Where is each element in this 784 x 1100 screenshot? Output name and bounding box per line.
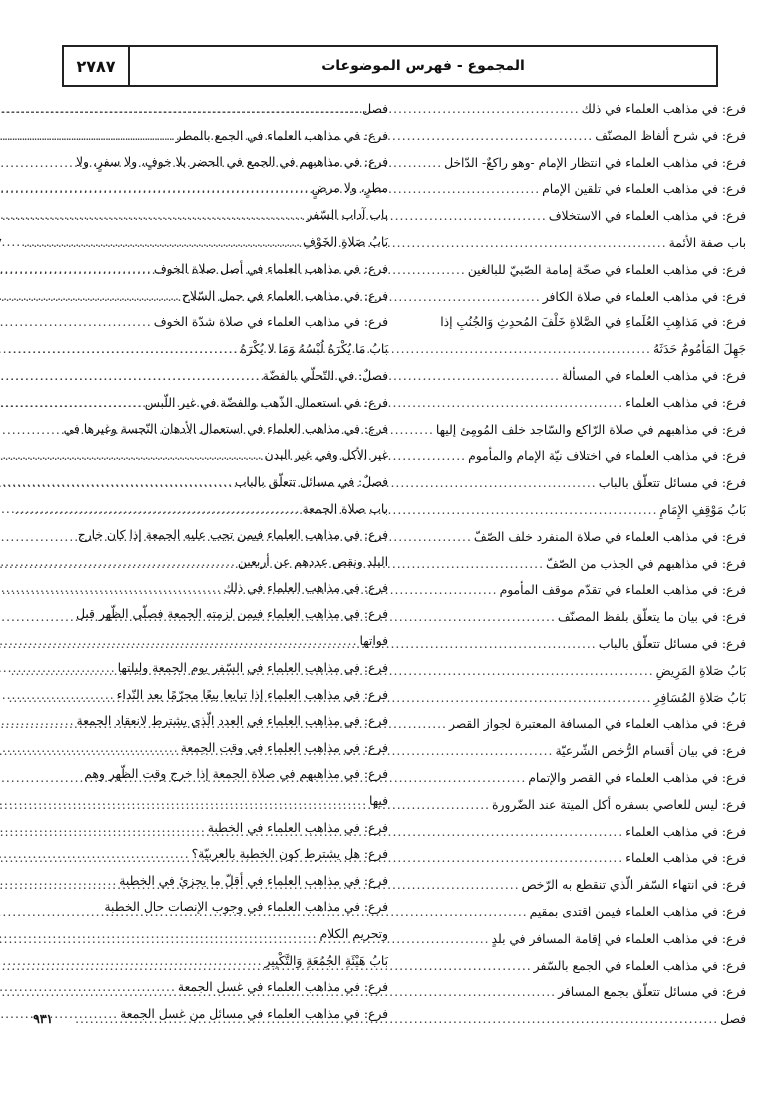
dot-leader xyxy=(0,736,181,762)
index-entry xyxy=(408,203,746,230)
entry-title: فرع: في مذاهب العلماء في ذلك xyxy=(223,581,388,596)
entry-title: فرع: في مذاهب العلماء في الجمع بالمطر xyxy=(175,128,388,143)
entry-title: فرع: في مذاهب العلماء في الجمع بالسّفر xyxy=(533,958,746,973)
index-entry xyxy=(50,735,388,762)
entry-title: فرع: في استعمال الذّهب والفضّة في غير اللّبس xyxy=(144,395,388,410)
entry-title: البلد ونقص عددهم عن أربعين xyxy=(237,554,388,569)
entry-title: فصلٌ: في التّحلّي بالفضّة xyxy=(262,368,388,383)
dot-leader xyxy=(0,284,182,310)
index-entry xyxy=(50,309,388,336)
entry-title: فرع: في مَذاهِبِ العُلَماءِ في الصَّلاةِ خَلْفَ المُحدِثِ وَالجُنُبِ إذا xyxy=(440,315,746,330)
index-entry xyxy=(408,310,746,336)
index-entry xyxy=(408,551,746,578)
index-entry xyxy=(408,150,746,177)
entry-title: باب صفة الأئمة xyxy=(668,235,746,250)
entry-title: مطرٍ، ولا مرضٍ xyxy=(311,181,388,196)
dot-leader xyxy=(0,975,178,1001)
index-entry xyxy=(50,1001,388,1028)
entry-title: باب صلاة الجمعة xyxy=(302,501,388,516)
dot-leader xyxy=(0,364,263,390)
entry-title: بَابُ صَلاةِ المُسَافِرِ xyxy=(653,690,746,705)
dot-leader xyxy=(0,203,306,229)
dot-leader xyxy=(0,124,176,150)
entry-title: فرع: في مذاهب العلماء في تقدّم موقف المأموم xyxy=(499,583,746,598)
dot-leader xyxy=(0,443,264,469)
dot-leader xyxy=(0,869,119,895)
index-entry xyxy=(408,577,746,604)
entry-title: فرع: في مذاهب العلماء في ذلك xyxy=(581,102,746,116)
dot-leader xyxy=(0,1002,120,1028)
index-entry xyxy=(50,921,388,948)
index-entry xyxy=(408,604,746,631)
entry-title: فرع: في مذاهب العلماء في أصل صلاة الخوف xyxy=(153,261,388,276)
entry-title: فيها xyxy=(368,793,388,808)
entry-title: بَابُ صَلاةِ الخَوْفِ xyxy=(303,234,388,249)
entry-title: فرع: في مذاهب العلماء في انتظار الإمام -وهو راكعٌ- الدّاخل xyxy=(444,155,746,170)
entry-title: فرع: في مذاهب العلماء في صلاة شدّة الخوف xyxy=(153,315,388,330)
index-entry xyxy=(50,974,388,1001)
index-entry xyxy=(408,497,746,524)
entry-title: فرع: في مذاهب العلماء في مسائل من غسل الجمعة xyxy=(120,1007,388,1022)
dot-leader xyxy=(0,842,192,868)
entry-title: فرع: في مذاهب العلماء في تلقين الإمام xyxy=(542,182,746,197)
entry-title: فصل xyxy=(362,102,388,116)
index-entry xyxy=(50,948,388,975)
entry-title: فرع: في مذاهب العلماء xyxy=(625,395,746,410)
index-entry xyxy=(50,549,388,576)
index-entry xyxy=(50,442,388,469)
dot-leader xyxy=(0,922,319,948)
index-entry xyxy=(408,685,746,712)
index-entry xyxy=(408,417,746,444)
index-entry xyxy=(50,762,388,788)
entry-title: فرع: في بيان أقسام الرُّخص الشّرعيّة xyxy=(555,744,746,759)
page-header-frame xyxy=(62,45,718,87)
entry-title: فرع: في مذاهب العلماء في صلاة المنفرد خلف الصّفّ xyxy=(473,529,746,544)
entry-title: فرع: في مذاهب العلماء فيمن اقتدى بمقيم xyxy=(529,904,746,919)
entry-title: فصلٌ: في مسائل تتعلّق بالباب xyxy=(234,475,388,490)
index-entry xyxy=(50,788,388,815)
dot-leader xyxy=(0,949,264,975)
entry-title: فرع: في مذاهب العلماء في غسل الجمعة xyxy=(177,980,388,995)
index-entry xyxy=(408,363,746,390)
entry-title: فرع: في شرح ألفاظ المصنّف xyxy=(595,128,746,143)
entry-title: فرع: في مذاهب العلماء في استعمال الأدهان النّجسة وغيرها في xyxy=(63,421,388,436)
entry-title: فرع: في مذاهب العلماء في وجوب الإنصات حال الخطبة xyxy=(104,899,388,914)
entry-title: فرع: في مذاهبهم في صلاة الجمعة إذا خرج وقت الظّهر وهم xyxy=(84,766,388,781)
dot-leader xyxy=(0,310,154,336)
entry-title: بَابُ مَوْقِفِ الإِمَامِ xyxy=(659,502,746,517)
index-entry xyxy=(50,150,388,176)
entry-title: فرع: ليس للعاصي بسفره أكل الميتة عند الضّرورة xyxy=(492,797,746,812)
index-entry xyxy=(50,655,388,682)
entry-title: فرع: في مذاهب العلماء إذا تبايعا بيعًا محرّمًا بعد النّداء xyxy=(116,687,388,702)
index-entry xyxy=(50,708,388,735)
entry-title: فرع: في مذاهب العلماء في المسافة المعتبرة لجواز القصر xyxy=(448,717,746,732)
index-entry xyxy=(50,682,388,709)
index-entry xyxy=(50,841,388,868)
index-entry xyxy=(50,256,388,283)
index-entry xyxy=(408,470,746,497)
dot-leader xyxy=(0,176,312,202)
entry-title: غير الأكل وفي غير البدن xyxy=(264,448,388,463)
entry-title: فرع: في مذاهب العلماء في الخطبة xyxy=(207,820,388,835)
entry-title: فرع: في مذاهب العلماء xyxy=(625,851,746,866)
index-entry xyxy=(408,443,746,470)
index-entry xyxy=(50,363,388,390)
entry-title: فرع: في مذاهب العلماء في العدد الّذي يشترط لانعقاد الجمعة xyxy=(76,714,388,729)
entry-title: جَهِلَ المَأمُومُ حَدَثَهُ xyxy=(652,342,746,357)
index-entry xyxy=(408,899,746,926)
index-entry xyxy=(50,96,388,123)
entry-title: فرع: في مذاهب العلماء في صلاة الكافر xyxy=(542,289,746,304)
entry-title: باب آداب السّفر xyxy=(306,208,388,223)
entry-title: فرع: في مذاهب العلماء في القصر والإتمام xyxy=(528,770,746,785)
index-entry xyxy=(50,390,388,417)
dot-leader xyxy=(0,337,240,363)
dot-leader xyxy=(0,709,77,735)
index-entry xyxy=(408,123,746,150)
index-entry xyxy=(50,628,388,655)
entry-title: فرع: في مذاهبهم في الجمع في الحضر بلا خوفٍ، ولا سفرٍ، ولا xyxy=(76,154,388,169)
index-entry xyxy=(408,926,746,953)
index-entry xyxy=(50,123,388,150)
entry-title: فرع: في مذاهب العلماء فيمن لزمته الجمعة فصلّى الظّهر قبل xyxy=(76,607,388,622)
index-entry xyxy=(408,792,746,819)
entry-title: فرع: في مسائل تتعلّق بالباب xyxy=(598,636,746,651)
index-entry xyxy=(50,336,388,363)
index-entry xyxy=(50,575,388,602)
index-entry xyxy=(50,523,388,549)
entry-title: فرع: في مذاهب العلماء في اختلاف نيّة الإمام والمأموم xyxy=(468,449,746,464)
index-entry xyxy=(408,953,746,980)
dot-leader xyxy=(0,230,303,256)
entry-title: فرع: في مذاهبهم في الجذب من الصّفّ xyxy=(546,556,746,571)
entry-title: فرع: في مذاهب العلماء في السّفر يوم الجمعة وليلتها xyxy=(117,660,388,675)
page-number: ٢٧٨٧ xyxy=(64,47,130,85)
index-entry xyxy=(50,602,388,628)
entry-title: بَابُ مَا يُكْرَهُ لُبْسُهُ وَمَا لا يُكْرَهُ xyxy=(240,342,388,357)
index-entry xyxy=(408,979,746,1006)
entry-title: فرع: في مذاهب العلماء في وقت الجمعة xyxy=(180,741,388,756)
page-title: المجموع - فهرس الموضوعات xyxy=(321,58,525,74)
entry-title: وتحريم الكلام xyxy=(319,926,388,941)
index-entry xyxy=(408,524,746,551)
dot-leader xyxy=(0,656,118,682)
entry-title: فرع: في مذاهب العلماء في إقامة المسافر في بلدٍ xyxy=(491,931,746,946)
index-entry xyxy=(50,815,388,842)
entry-title: فرع: في مذاهب العلماء في صحّة إمامة الصّبيّ للبالغين xyxy=(467,262,746,277)
index-entry xyxy=(408,336,746,363)
index-entry xyxy=(408,390,746,417)
entry-title: فرع: في مذاهب العلماء في أقلّ ما يجزئ في الخطبة xyxy=(119,874,388,889)
index-entry xyxy=(50,469,388,496)
index-entry xyxy=(50,496,388,523)
index-entry xyxy=(50,202,388,229)
entry-title: فرع: في مسائل تتعلّق بجمع المسافر xyxy=(558,985,746,1000)
index-entry xyxy=(50,175,388,202)
dot-leader xyxy=(0,789,369,815)
index-entry xyxy=(408,176,746,203)
dot-leader xyxy=(0,629,360,655)
dot-leader xyxy=(0,391,145,417)
index-entry xyxy=(408,284,746,311)
index-entry xyxy=(408,738,746,765)
dot-leader xyxy=(0,816,208,842)
entry-title: فرع: في بيان ما يتعلّق بلفظ المصنّف xyxy=(557,610,746,625)
entry-page-number: ٩٣١ xyxy=(33,1011,53,1027)
index-entry xyxy=(50,229,388,256)
dot-leader xyxy=(0,683,117,709)
index-entry xyxy=(50,283,388,310)
index-entry xyxy=(50,868,388,895)
index-entry xyxy=(50,417,388,443)
index-entry xyxy=(408,96,746,123)
entry-title: فرع: في مذاهب العلماء فيمن تجب عليه الجمعة إذا كان خارج xyxy=(77,527,388,542)
dot-leader xyxy=(0,257,154,283)
entry-title: فواتها xyxy=(359,633,388,648)
dot-leader xyxy=(0,576,224,602)
dot-leader xyxy=(0,497,302,523)
entry-title: بَابُ صَلاةِ المَرِيضِ xyxy=(655,663,746,678)
index-entry xyxy=(408,631,746,658)
dot-leader xyxy=(0,470,235,496)
index-entry xyxy=(408,845,746,872)
entry-title: فرع: هل يشترط كون الخطبة بالعربيّة؟ xyxy=(191,847,388,862)
entry-title: فرع: في مذاهب العلماء في الاستخلاف xyxy=(548,209,746,224)
index-entry xyxy=(408,765,746,792)
entry-title: فرع: في مذاهبهم في صلاة الرّاكع والسّاجد خلف المُومِئ إليها xyxy=(435,422,746,437)
entry-title: فرع: في مسائل تتعلّق بالباب xyxy=(598,476,746,491)
index-entry xyxy=(50,895,388,921)
entry-title: فرع: في مذاهب العلماء في حمل السّلاح xyxy=(181,288,388,303)
entry-title: فرع: في مذاهب العلماء xyxy=(625,824,746,839)
entry-title: فصل xyxy=(720,1012,746,1027)
entry-title: بَابُ هَيْئَةِ الجُمُعَةِ وَالتَّكْبِيرِ xyxy=(264,953,388,968)
dot-leader xyxy=(0,550,238,576)
index-entry xyxy=(408,819,746,846)
index-entry xyxy=(408,230,746,257)
index-entry xyxy=(408,872,746,899)
index-entry xyxy=(408,711,746,738)
index-column-left xyxy=(50,96,388,1028)
entry-title: فرع: في انتهاء السّفر الّذي تنقطع به الرّخص xyxy=(521,878,746,893)
index-entry xyxy=(408,257,746,284)
dot-leader xyxy=(0,97,362,123)
index-entry xyxy=(408,658,746,685)
entry-title: فرع: في مذاهب العلماء في المسألة xyxy=(561,368,746,383)
